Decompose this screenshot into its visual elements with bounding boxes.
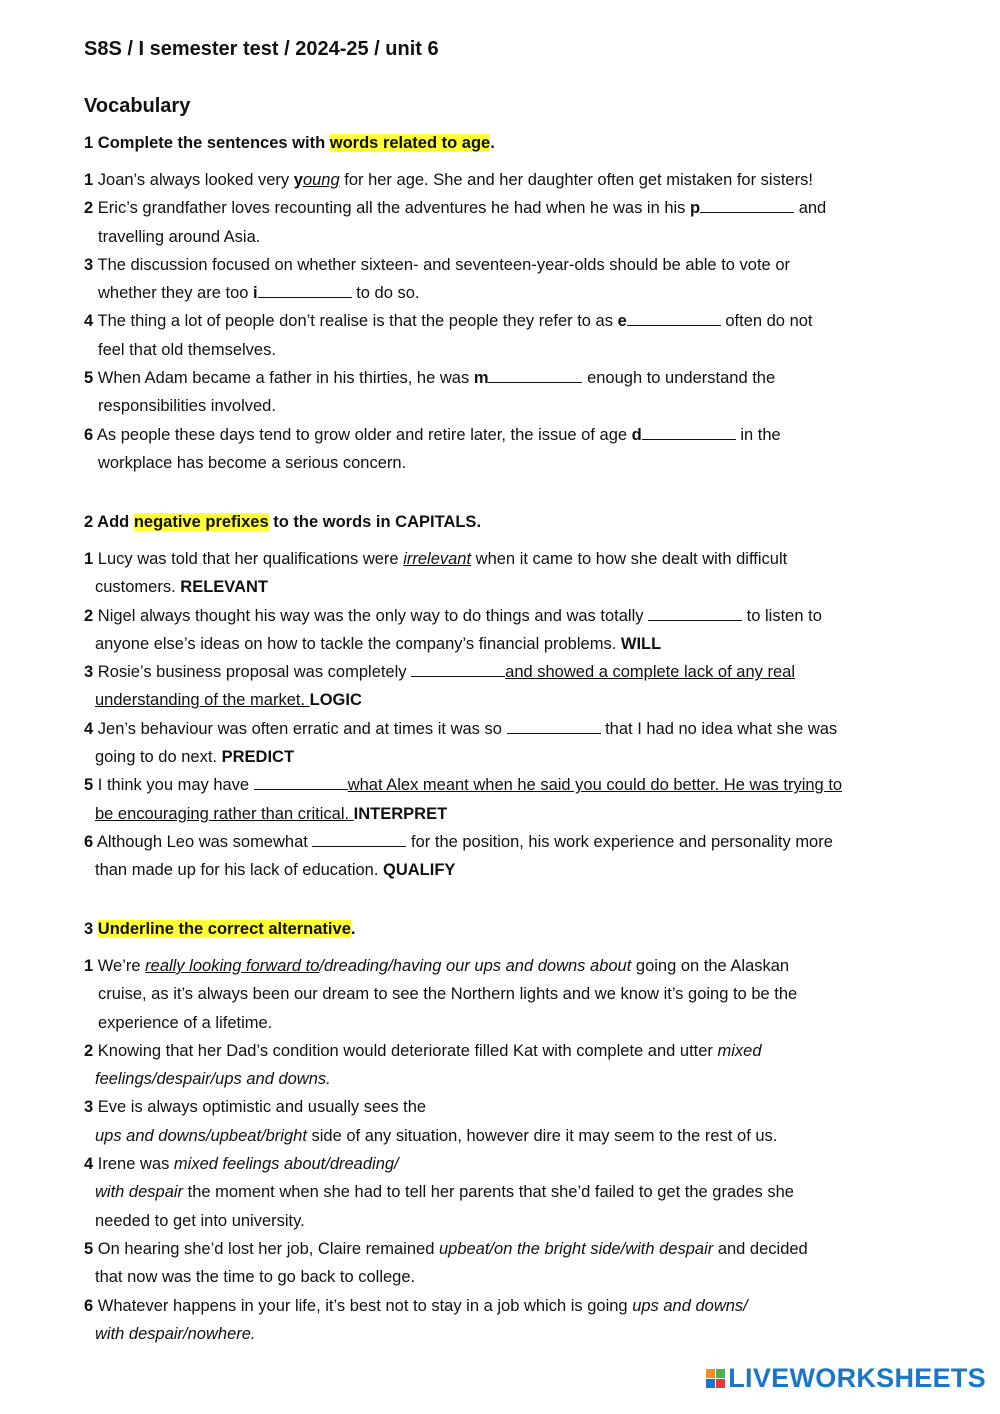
logo-square-2 xyxy=(716,1369,725,1378)
list-item: 5 I think you may have what Alex meant when he said you could do better. He was trying to be encouraging rather than critical. INTERPRET xyxy=(84,776,843,823)
answer-blank[interactable] xyxy=(507,719,601,734)
list-item: 6 As people these days tend to grow older and retire later, the issue of age d in the workplace has become a serious concern. xyxy=(84,425,781,472)
list-item: 5 On hearing she’d lost her job, Claire remained upbeat/on the bright side/with despair and decided that now was the time to go back to college. xyxy=(84,1239,808,1287)
list-item: 4 The thing a lot of people don’t realise is that the people they refer to as e often do not feel that old themselves. xyxy=(84,312,813,359)
exercise-3-items xyxy=(84,952,944,1348)
list-item: 2 Knowing that her Dad’s condition would deteriorate filled Kat with complete and utter mixed feelings/despair/ups and downs. xyxy=(84,1041,762,1089)
list-item: 3 Rosie’s business proposal was completely and showed a complete lack of any real understanding of the market. LOGIC xyxy=(84,663,795,710)
answer-blank[interactable] xyxy=(254,775,348,790)
list-item: 4 Irene was mixed feelings about/dreading/ with despair the moment when she had to tell her parents that she’d failed to get the grades she needed to get into university. xyxy=(84,1155,794,1230)
answer-blank[interactable] xyxy=(488,368,582,383)
list-item: 3 The discussion focused on whether sixteen- and seventeen-year-olds should be able to vote or whether they are too i to do so. xyxy=(84,255,790,303)
list-item: 2 Nigel always thought his way was the only way to do things and was totally to listen to anyone else’s ideas on how to tackle the company’s financial problems. WILL xyxy=(84,606,822,653)
answer-blank[interactable] xyxy=(642,425,736,440)
answer-blank[interactable] xyxy=(258,283,352,298)
logo-text: LIVEWORKSHEETS xyxy=(728,1363,986,1393)
exercise-2-heading: 2 Add negative prefixes to the words in CAPITALS. xyxy=(84,513,482,531)
exercise-2-items xyxy=(84,545,944,885)
logo-square-1 xyxy=(706,1369,715,1378)
answer-blank[interactable] xyxy=(312,832,406,847)
section-heading: Vocabulary xyxy=(84,95,191,117)
answer-blank[interactable] xyxy=(627,311,721,326)
list-item: 1 Joan’s always looked very young for her age. She and her daughter often get mistaken for sisters! xyxy=(84,171,813,189)
exercise-1-items xyxy=(84,166,944,477)
list-item: 1 We’re really looking forward to/dreading/having our ups and downs about going on the Alaskan cruise, as it’s always been our dream to see the Northern lights and we know it’s going to be the experience of a lifetime. xyxy=(84,957,798,1032)
liveworksheets-logo xyxy=(706,1363,986,1394)
list-item: 6 Whatever happens in your life, it’s best not to stay in a job which is going ups and downs/ with despair/nowhere. xyxy=(84,1296,748,1343)
list-item: 3 Eve is always optimistic and usually sees the ups and downs/upbeat/bright side of any situation, however dire it may seem to the rest of us. xyxy=(84,1098,778,1145)
answer-blank[interactable] xyxy=(648,606,742,621)
logo-square-4 xyxy=(716,1379,725,1388)
answer-blank[interactable] xyxy=(411,662,505,677)
list-item: 2 Eric’s grandfather loves recounting all the adventures he had when he was in his p and travelling around Asia. xyxy=(84,199,827,246)
list-item: 6 Although Leo was somewhat for the position, his work experience and personality more than made up for his lack of education. QUALIFY xyxy=(84,832,833,880)
answer-blank[interactable] xyxy=(700,198,794,213)
exercise-3-heading: 3 Underline the correct alternative. xyxy=(84,920,356,938)
list-item: 5 When Adam became a father in his thirties, he was m enough to understand the responsibilities involved. xyxy=(84,369,776,416)
page-title: S8S / I semester test / 2024-25 / unit 6 xyxy=(84,38,439,60)
logo-grid-icon xyxy=(706,1369,725,1388)
list-item: 4 Jen’s behaviour was often erratic and at times it was so that I had no idea what she was going to do next. PREDICT xyxy=(84,719,838,767)
logo-square-3 xyxy=(706,1379,715,1388)
exercise-1-heading: 1 Complete the sentences with words related to age. xyxy=(84,134,495,152)
list-item: 1 Lucy was told that her qualifications were irrelevant when it came to how she dealt with difficult customers. RELEVANT xyxy=(84,550,788,597)
